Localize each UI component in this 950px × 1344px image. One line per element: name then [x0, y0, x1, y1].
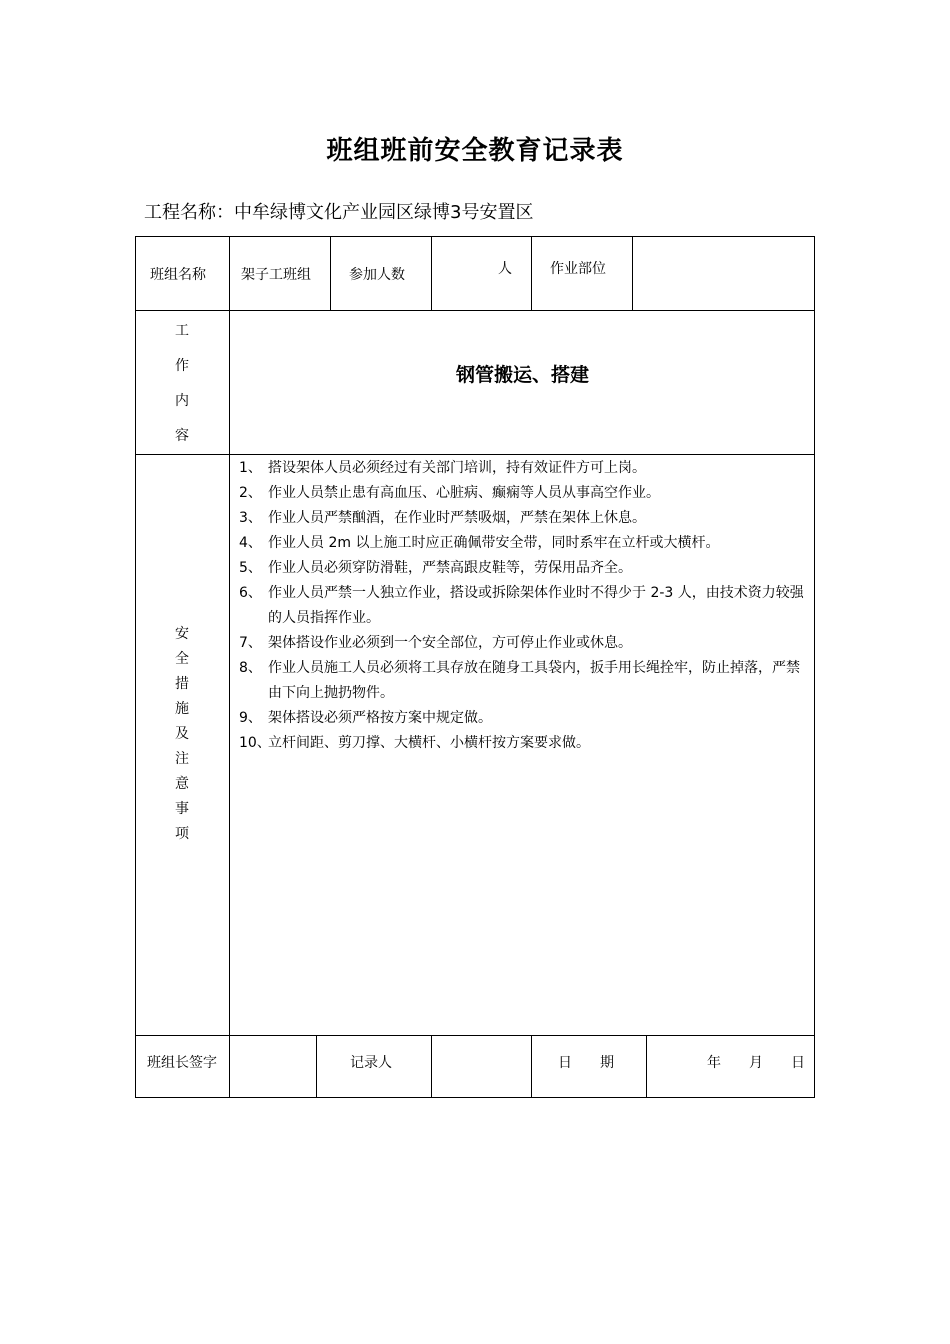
- date-value: 年 月 日: [707, 1055, 805, 1071]
- location-label: 作业部位: [550, 261, 606, 277]
- project-value: 中牟绿博文化产业园区绿博3号安置区: [234, 202, 534, 223]
- safety-rules-list: [239, 456, 811, 756]
- table-border-top: [135, 236, 815, 237]
- recorder-label: 记录人: [350, 1055, 392, 1071]
- item-text: 作业人员施工人员必须将工具存放在随身工具袋内，扳手用长绳拴牢，防止掉落，严禁由下向上抛扔物件。: [268, 660, 800, 701]
- list-item: [239, 731, 811, 756]
- list-item: [239, 531, 811, 556]
- safety-measures-label: [135, 622, 229, 847]
- work-content-label: [135, 314, 229, 454]
- team-name-value: 架子工班组: [241, 267, 311, 283]
- label-char: 安: [175, 626, 189, 642]
- label-char: 容: [175, 428, 189, 444]
- team-name-label: 班组名称: [150, 267, 206, 283]
- column-divider: [531, 236, 532, 310]
- table-border-bottom: [135, 1097, 815, 1098]
- column-divider: [531, 1035, 532, 1097]
- label-char: 项: [175, 826, 189, 842]
- column-divider: [431, 236, 432, 310]
- item-number: 9、: [239, 710, 262, 726]
- label-char: 工: [175, 323, 189, 339]
- participants-unit: 人: [498, 261, 512, 277]
- work-content-value: 钢管搬运、搭建: [455, 364, 589, 386]
- column-divider: [316, 1035, 317, 1097]
- list-item: [239, 706, 811, 731]
- item-text: 作业人员严禁酗酒，在作业时严禁吸烟，严禁在架体上休息。: [268, 510, 646, 526]
- item-text: 架体搭设作业必须到一个安全部位，方可停止作业或休息。: [268, 635, 632, 651]
- item-text: 作业人员严禁一人独立作业，搭设或拆除架体作业时不得少于 2-3 人，由技术资力较强的人员指挥作业。: [268, 585, 804, 626]
- project-label: 工程名称：: [144, 202, 234, 223]
- item-text: 作业人员必须穿防滑鞋，严禁高跟皮鞋等，劳保用品齐全。: [268, 560, 632, 576]
- list-item: [239, 506, 811, 531]
- label-char: 全: [175, 651, 189, 667]
- list-item: [239, 556, 811, 581]
- item-number: 5、: [239, 560, 262, 576]
- participants-label: 参加人数: [349, 267, 405, 283]
- list-item: [239, 631, 811, 656]
- item-number: 8、: [239, 660, 262, 676]
- leader-sign-label: 班组长签字: [147, 1055, 217, 1071]
- item-number: 1、: [239, 460, 262, 476]
- list-item: [239, 481, 811, 506]
- item-number: 7、: [239, 635, 262, 651]
- row-divider: [135, 310, 815, 311]
- label-char: 内: [175, 393, 189, 409]
- date-label: 日 期: [558, 1055, 614, 1071]
- label-char: 措: [175, 676, 189, 692]
- row-divider: [135, 1035, 815, 1036]
- item-text: 立杆间距、剪刀撑、大横杆、小横杆按方案要求做。: [268, 735, 590, 751]
- page-title: 班组班前安全教育记录表: [326, 136, 624, 166]
- item-text: 架体搭设必须严格按方案中规定做。: [268, 710, 492, 726]
- column-divider: [632, 236, 633, 310]
- column-divider: [646, 1035, 647, 1097]
- item-number: 2、: [239, 485, 262, 501]
- label-char: 作: [175, 358, 189, 374]
- column-divider: [330, 236, 331, 310]
- item-text: 搭设架体人员必须经过有关部门培训，持有效证件方可上岗。: [268, 460, 646, 476]
- item-number: 6、: [239, 585, 262, 601]
- item-text: 作业人员禁止患有高血压、心脏病、癫痫等人员从事高空作业。: [268, 485, 660, 501]
- label-char: 事: [175, 801, 189, 817]
- item-number: 3、: [239, 510, 262, 526]
- label-char: 及: [175, 726, 189, 742]
- label-char: 注: [175, 751, 189, 767]
- row-divider: [135, 454, 815, 455]
- column-divider: [431, 1035, 432, 1097]
- label-char: 意: [175, 776, 189, 792]
- list-item: [239, 656, 811, 706]
- list-item: [239, 581, 811, 631]
- label-char: 施: [175, 701, 189, 717]
- item-number: 4、: [239, 535, 262, 551]
- item-number: 10、: [239, 735, 271, 751]
- item-text: 作业人员 2m 以上施工时应正确佩带安全带，同时系牢在立杆或大横杆。: [268, 535, 720, 551]
- list-item: [239, 456, 811, 481]
